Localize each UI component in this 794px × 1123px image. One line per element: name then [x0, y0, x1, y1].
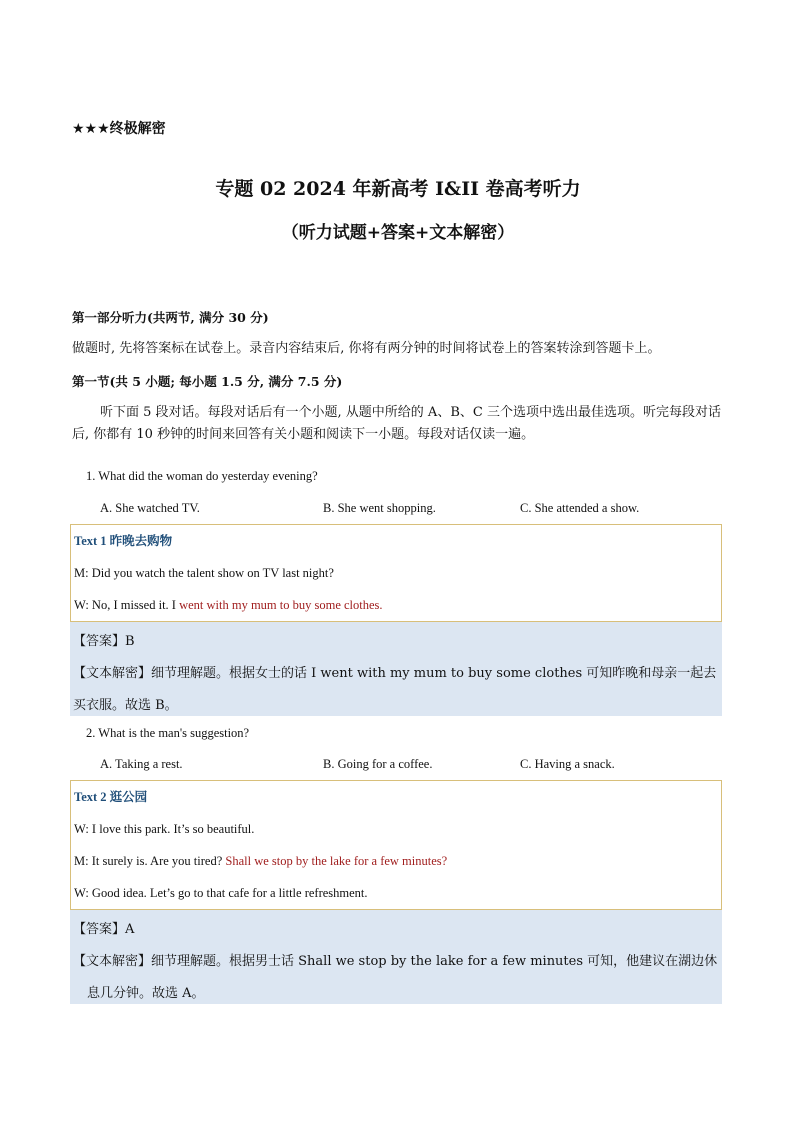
- transcript-line: [74, 851, 718, 883]
- transcript-box-2: [70, 780, 722, 910]
- answer: 【答案】B: [73, 634, 135, 649]
- line-text: M: Did you watch the talent show on TV last night?: [74, 566, 334, 580]
- transcript-line: [74, 563, 718, 595]
- transcript-line: [74, 883, 718, 903]
- part1-instruction: 做题时, 先将答案标在试卷上。录音内容结束后, 你将有两分钟的时间将试卷上的答案转涂到答题卡上。: [72, 341, 661, 356]
- question-1: 1. What did the woman do yesterday evening?: [86, 469, 318, 483]
- option-b: B. Going for a coffee.: [323, 757, 433, 771]
- option-a: A. She watched TV.: [100, 501, 200, 515]
- explanation: 【文本解密】细节理解题。根据女士的话 I went with my mum to buy some clothes 可知昨晚和母亲一起去买衣服。故选 B。: [73, 666, 717, 713]
- answer: 【答案】A: [73, 922, 135, 937]
- option-b: B. She went shopping.: [323, 501, 436, 515]
- explanation: 【文本解密】细节理解题。根据男士话 Shall we stop by the lake for a few minutes 可知，他建议在湖边休息几分钟。故选 A。: [73, 954, 718, 1001]
- transcript-box-1: [70, 524, 722, 622]
- section1-heading: 第一节(共 5 小题; 每小题 1.5 分, 满分 7.5 分): [72, 374, 343, 389]
- line-text: M: It surely is. Are you tired?: [74, 854, 226, 868]
- answer-box-1: [70, 622, 722, 716]
- line-highlight: Shall we stop by the lake for a few minutes?: [225, 854, 448, 868]
- transcript-line: [74, 595, 718, 615]
- transcript-title: Text 2 逛公园: [74, 790, 148, 804]
- question-2: 2. What is the man's suggestion?: [86, 726, 250, 740]
- line-highlight: went with my mum to buy some clothes.: [179, 598, 383, 612]
- option-c: C. Having a snack.: [520, 757, 615, 771]
- option-a: A. Taking a rest.: [100, 757, 183, 771]
- page-subtitle: （听力试题+答案+文本解密）: [281, 223, 515, 243]
- line-text: W: No, I missed it. I: [74, 598, 180, 612]
- secret-tag: ★★★终极解密: [72, 121, 166, 137]
- line-text: W: Good idea. Let’s go to that cafe for a little refreshment.: [74, 886, 368, 900]
- option-c: C. She attended a show.: [520, 501, 640, 515]
- answer-box-2: [70, 910, 722, 1004]
- line-text: W: I love this park. It’s so beautiful.: [74, 822, 255, 836]
- section1-instruction: 听下面 5 段对话。每段对话后有一个小题, 从题中所给的 A、B、C 三个选项中选出最佳选项。听完每段对话后, 你都有 10 秒钟的时间来回答有关小题和阅读下一小题。每段对话仅读一遍。: [72, 405, 721, 442]
- transcript-title: Text 1 昨晚去购物: [74, 534, 173, 548]
- transcript-line: [74, 819, 718, 851]
- page-title: 专题 02 2024 年新高考 I&II 卷高考听力: [215, 178, 581, 200]
- part1-heading: 第一部分听力(共两节, 满分 30 分): [72, 310, 269, 325]
